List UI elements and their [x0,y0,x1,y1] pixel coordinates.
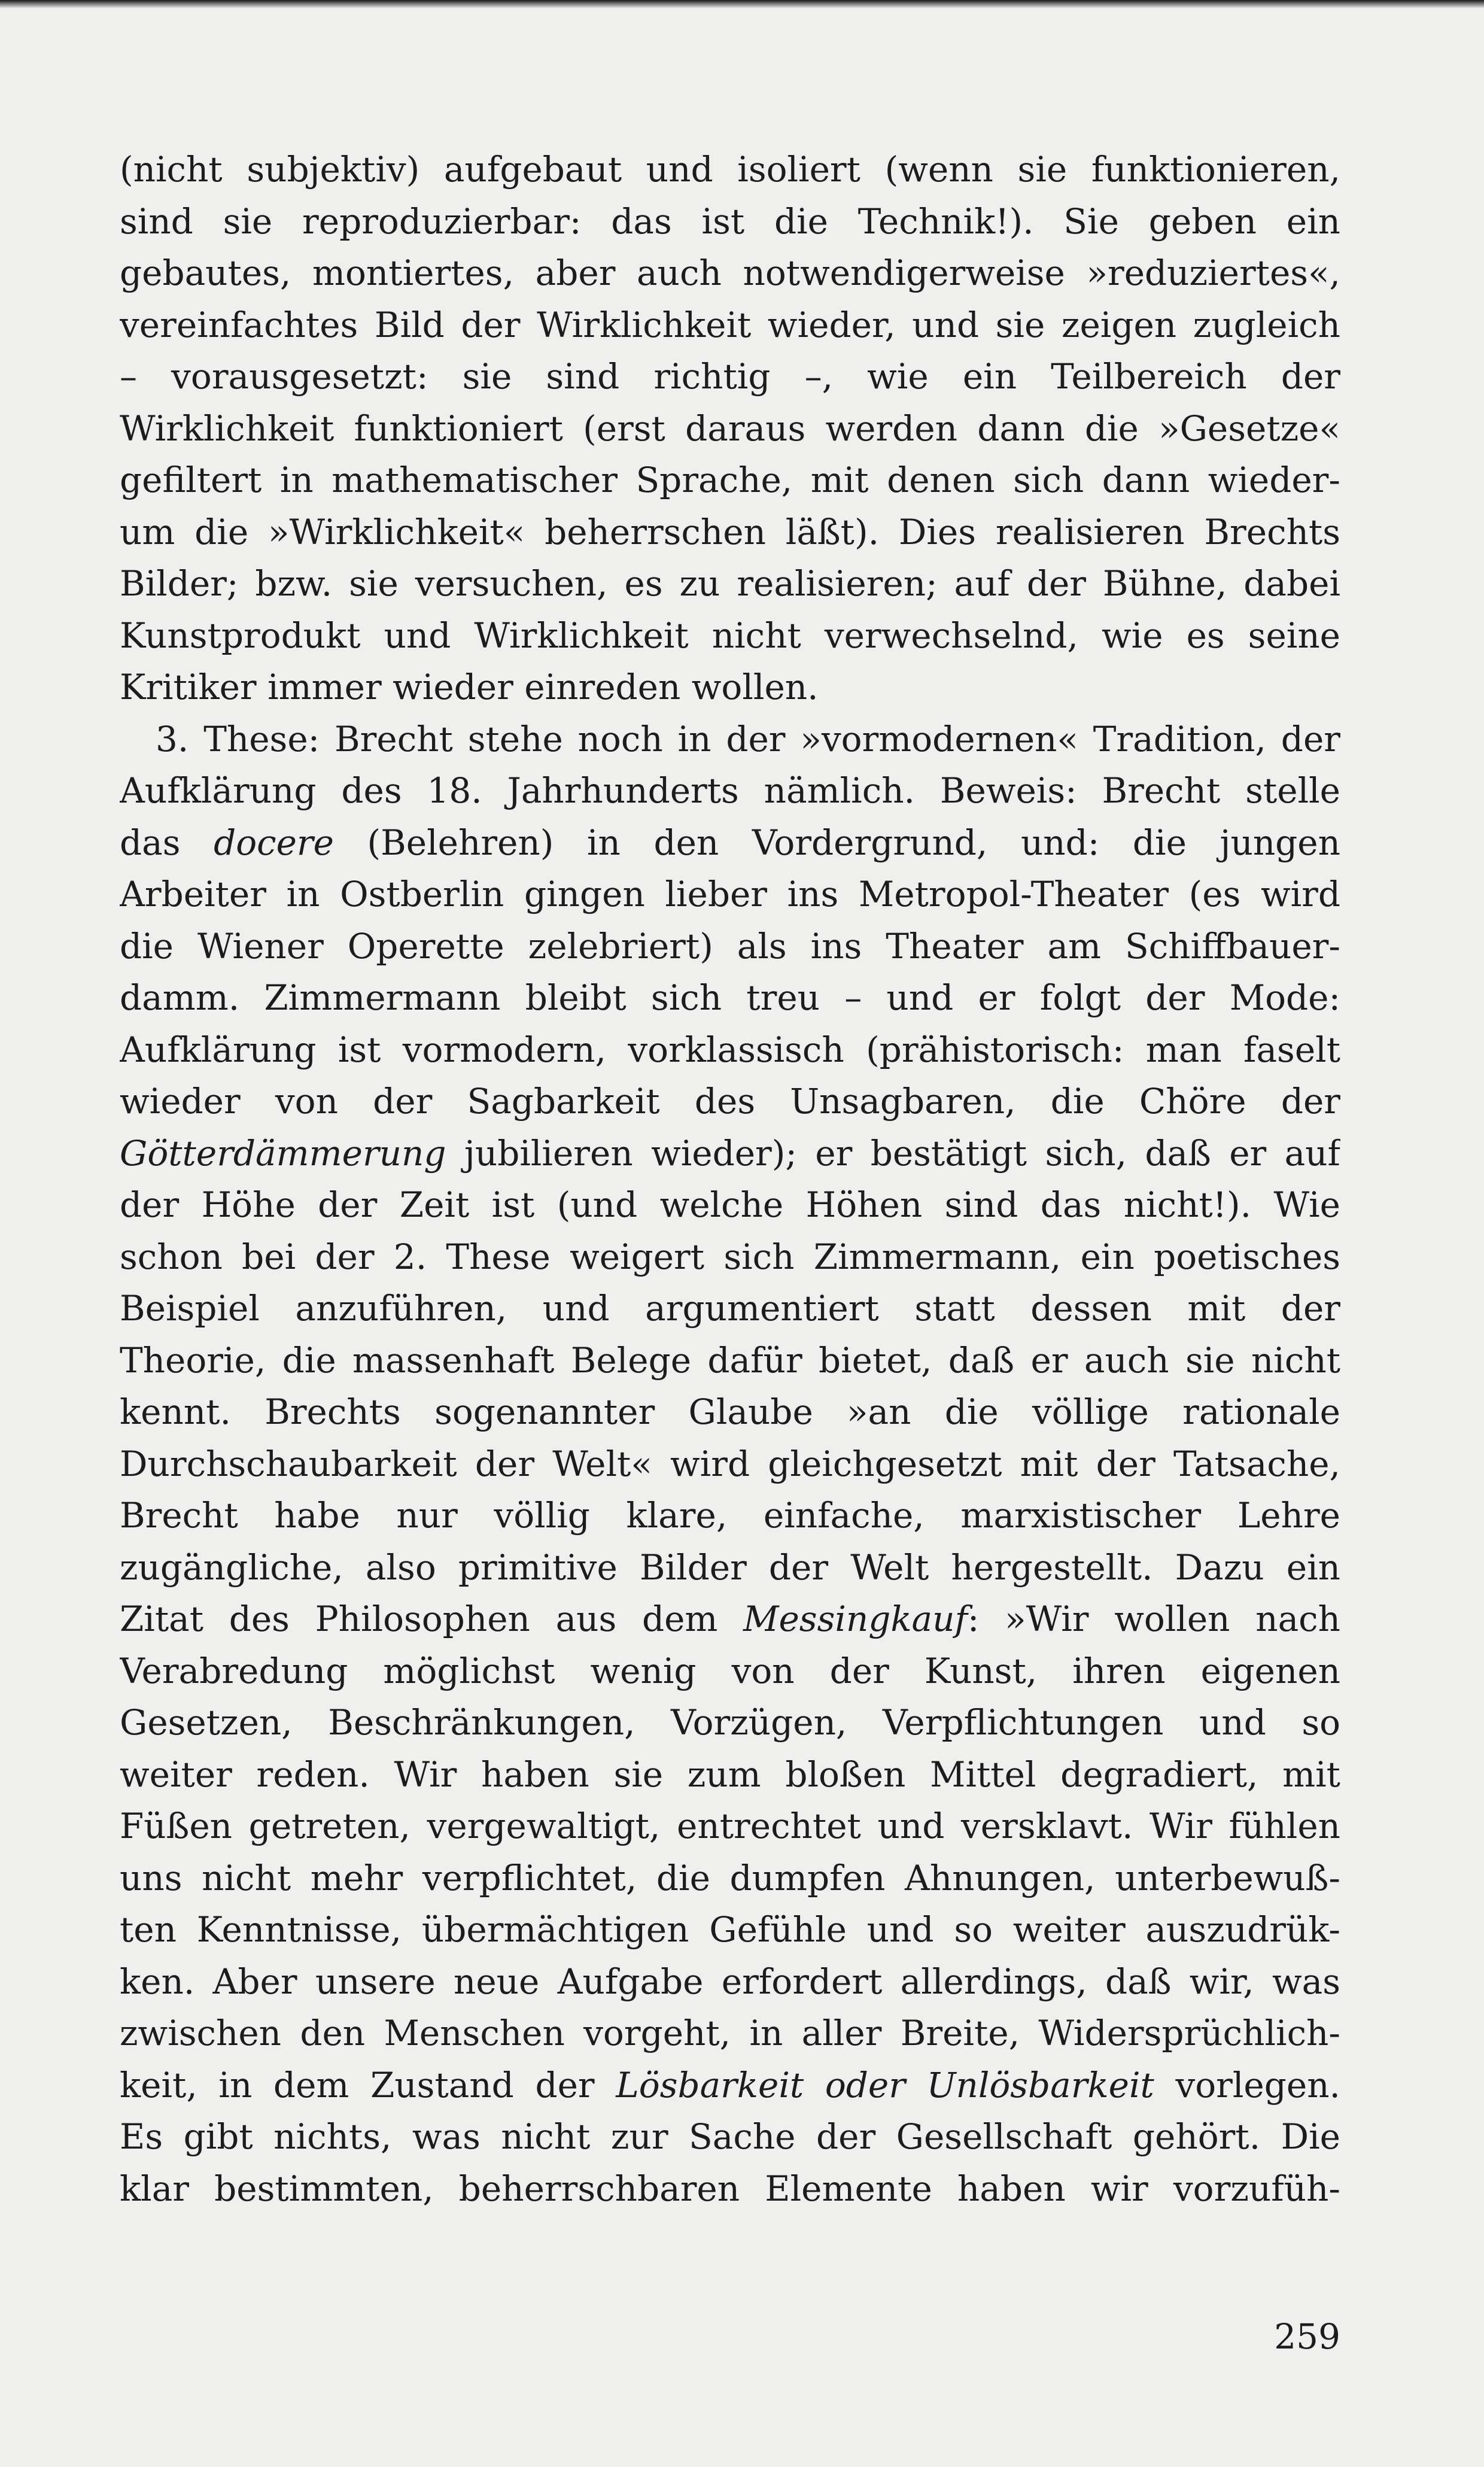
text-line: zugängliche, also primitive Bilder der Welt hergestellt. Dazu ein [120,1547,1340,1588]
text-line: – vorausgesetzt: sie sind richtig –, wie ein Teilbereich der [120,356,1340,397]
text-line [120,817,1340,869]
italic-title: Messingkauf [743,1599,968,1639]
text-segment: keit, in dem Zustand der [120,2064,616,2106]
text-line [120,1128,1340,1180]
italic-phrase: Lösbarkeit oder Unlösbarkeit [616,2064,1154,2106]
text-line: Theorie, die massenhaft Belege dafür bietet, daß er auch sie nicht [120,1339,1340,1381]
text-line: klar bestimmten, beherrschbaren Elemente haben wir vorzufüh- [120,2168,1340,2209]
text-line: wieder von der Sagbarkeit des Unsagbaren, die Chöre der [120,1081,1340,1122]
italic-term: Götterdämmerung [120,1132,446,1174]
text-line: vereinfachtes Bild der Wirklichkeit wieder, und sie zeigen zugleich [120,304,1340,345]
text-segment: jubilieren wieder); er bestätigt sich, daß er auf [446,1132,1340,1174]
text-line: damm. Zimmermann bleibt sich treu – und er folgt der Mode: [120,977,1340,1018]
text-line: ken. Aber unsere neue Aufgabe erfordert allerdings, daß wir, was [120,1961,1340,2002]
text-line [120,1593,1340,1645]
text-line: gefiltert in mathematischer Sprache, mit denen sich dann wieder- [120,460,1340,500]
text-line: Brecht habe nur völlig klare, einfache, marxistischer Lehre [120,1495,1340,1536]
text-line: die Wiener Operette zelebriert) als ins Theater am Schiffbauer- [120,925,1340,967]
scan-top-edge [0,0,1484,8]
text-line: der Höhe der Zeit ist (und welche Höhen sind das nicht!). Wie [120,1184,1340,1225]
text-line: Bilder; bzw. sie versuchen, es zu realisieren; auf der Bühne, dabei [120,563,1340,604]
text-line: (nicht subjektiv) aufgebaut und isoliert (wenn sie funktionieren, [120,149,1340,190]
text-line: zwischen den Menschen vorgeht, in aller Breite, Widersprüchlich- [120,2013,1340,2053]
text-segment: vorlegen. [1154,2064,1340,2106]
text-line: sind sie reproduzierbar: das ist die Technik!). Sie geben ein [120,200,1340,242]
body-text [120,144,1340,2214]
text-line: Gesetzen, Beschränkungen, Vorzügen, Verpflichtungen und so [120,1702,1340,1743]
text-line: kennt. Brechts sogenannter Glaube »an die völlige rationale [120,1392,1340,1432]
text-line: uns nicht mehr verpflichtet, die dumpfen Ahnungen, unterbewuß- [120,1857,1340,1898]
text-line: Durchschaubarkeit der Welt« wird gleichgesetzt mit der Tatsache, [120,1443,1340,1484]
text-segment: Zitat des Philosophen aus dem [120,1599,744,1639]
text-line: um die »Wirklichkeit« beherrschen läßt). Dies realisieren Brechts [120,511,1340,552]
text-line: Kunstprodukt und Wirklichkeit nicht verwechselnd, wie es seine [120,615,1340,656]
text-line: Aufklärung ist vormodern, vorklassisch (prähistorisch: man faselt [120,1029,1340,1070]
text-line: Wirklichkeit funktioniert (erst daraus werden dann die »Gesetze« [120,408,1340,449]
text-line: Arbeiter in Ostberlin gingen lieber ins Metropol-Theater (es wird [120,874,1340,915]
text-line: Kritiker immer wieder einreden wollen. [120,667,819,707]
text-line: Beispiel anzuführen, und argumentiert statt dessen mit der [120,1288,1340,1329]
text-line: Aufklärung des 18. Jahrhunderts nämlich. Beweis: Brecht stelle [120,770,1340,811]
italic-term: docere [214,822,334,863]
text-line: Füßen getreten, vergewaltigt, entrechtet und versklavt. Wir fühlen [120,1806,1340,1846]
text-line: gebautes, montiertes, aber auch notwendigerweise »reduziertes«, [120,253,1340,293]
text-line: weiter reden. Wir haben sie zum bloßen Mittel degradiert, mit [120,1754,1340,1795]
text-segment: (Belehren) in den Vordergrund, und: die jungen [333,822,1340,863]
text-line: Es gibt nichts, was nicht zur Sache der Gesellschaft gehört. Die [120,2116,1340,2157]
text-segment: : »Wir wollen nach [967,1599,1340,1639]
text-line-paragraph-start: 3. These: Brecht stehe noch in der »vormodernen« Tradition, der [156,718,1340,759]
text-line: Verabredung möglichst wenig von der Kunst, ihren eigenen [120,1650,1340,1691]
text-line: ten Kenntnisse, übermächtigen Gefühle und so weiter auszudrük- [120,1909,1340,1950]
text-segment: das [120,822,214,863]
text-line [120,2059,1340,2111]
text-line: schon bei der 2. These weigert sich Zimmermann, ein poetisches [120,1236,1340,1277]
page-number: 259 [1274,2316,1340,2357]
